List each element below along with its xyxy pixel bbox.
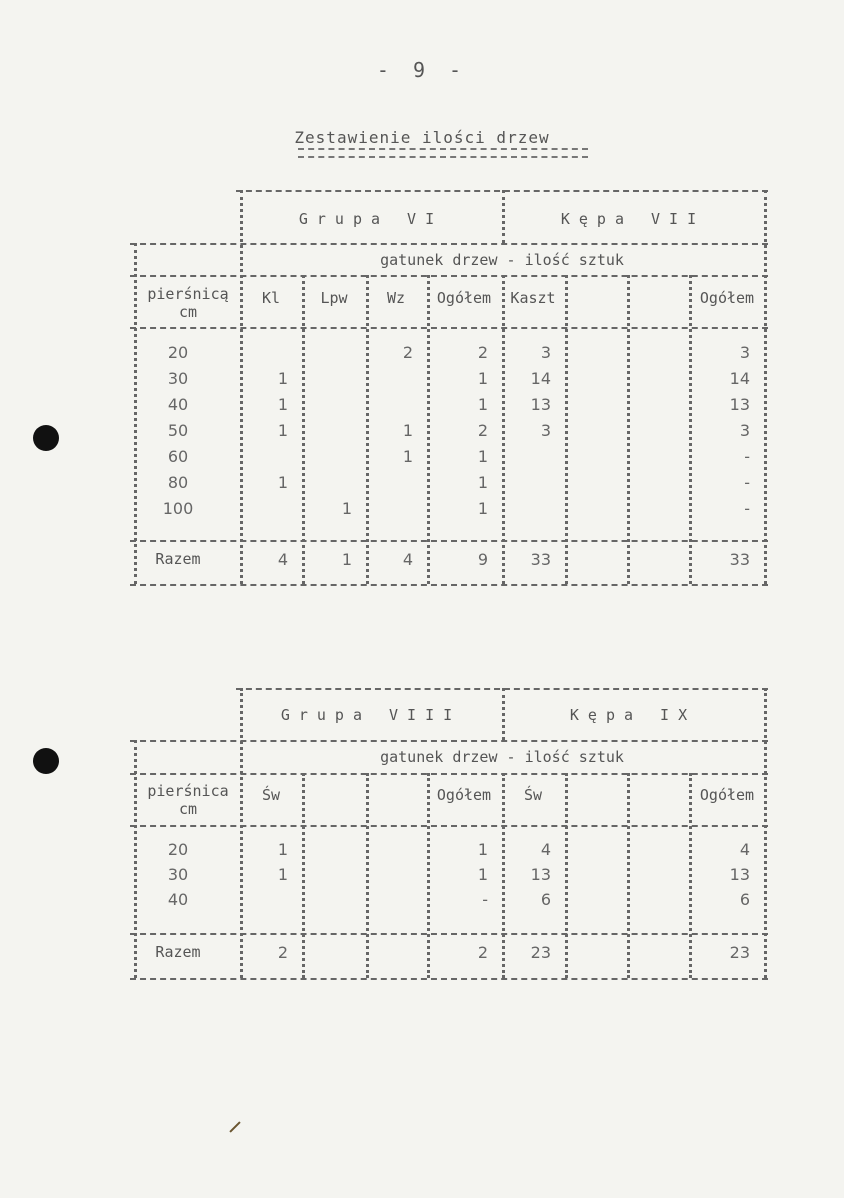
column-separator [502, 275, 505, 584]
diameter-cell: 20 [167, 343, 189, 362]
diameter-cell: 100 [162, 499, 194, 518]
separator-right [764, 190, 767, 584]
column-header: Wz [386, 289, 406, 307]
table-cell: 14 [530, 369, 551, 388]
table-cell: 1 [477, 865, 488, 884]
total-cell: 33 [530, 550, 551, 569]
table-cell: 1 [277, 421, 288, 440]
table-cell: - [744, 499, 750, 518]
table-cell: 3 [739, 343, 750, 362]
punch-hole-top [33, 425, 59, 451]
species-header: gatunek drzew - ilość sztuk [380, 748, 624, 766]
column-header: Ogółem [436, 289, 492, 307]
column-header: Kaszt [510, 289, 556, 307]
table-cell: 1 [402, 421, 413, 440]
punch-hole-bottom [33, 748, 59, 774]
total-cell: 2 [477, 943, 488, 962]
table-cell: 1 [477, 473, 488, 492]
rule-bottom [130, 584, 768, 586]
table-cell: 1 [277, 473, 288, 492]
diameter-header: pierśnica [147, 782, 229, 800]
diameter-unit: cm [178, 800, 198, 818]
diameter-cell: 40 [167, 890, 189, 909]
table-cell: 1 [477, 369, 488, 388]
column-header: Ogółem [699, 289, 755, 307]
rule-total [130, 540, 768, 542]
total-label: Razem [155, 943, 201, 961]
total-cell: 2 [277, 943, 288, 962]
table-cell: 1 [341, 499, 352, 518]
diameter-cell: 60 [167, 447, 189, 466]
table-cell: 1 [277, 395, 288, 414]
group-label: Grupa VI [298, 210, 444, 228]
document-title: Zestawienie ilości drzew [294, 128, 550, 147]
table-cell: 4 [540, 840, 551, 859]
table-cell: 6 [540, 890, 551, 909]
column-header: Ogółem [699, 786, 755, 804]
separator-inner-left [240, 688, 243, 978]
table-cell: 1 [477, 447, 488, 466]
total-cell: 23 [729, 943, 750, 962]
rule-bottom [130, 978, 768, 980]
column-separator [366, 773, 369, 978]
column-separator [689, 773, 692, 978]
table-cell: 1 [477, 840, 488, 859]
table-cell: 13 [530, 395, 551, 414]
rule-column-header [130, 327, 768, 329]
table-cell: 4 [739, 840, 750, 859]
diameter-cell: 30 [167, 865, 189, 884]
total-cell: 33 [729, 550, 750, 569]
total-label: Razem [155, 550, 201, 568]
column-separator [302, 275, 305, 584]
table-cell: 3 [540, 343, 551, 362]
total-cell: 23 [530, 943, 551, 962]
rule-total [130, 933, 768, 935]
table-cell: 13 [729, 395, 750, 414]
column-header: Ogółem [436, 786, 492, 804]
table-cell: - [744, 473, 750, 492]
table-cell: 13 [729, 865, 750, 884]
diameter-cell: 20 [167, 840, 189, 859]
diameter-cell: 30 [167, 369, 189, 388]
separator-inner-left [240, 190, 243, 584]
table-cell: 1 [277, 369, 288, 388]
table-cell: - [744, 447, 750, 466]
table-cell: 2 [402, 343, 413, 362]
table-cell: 1 [477, 499, 488, 518]
column-separator [565, 275, 568, 584]
rule-header [130, 740, 768, 742]
clump-label: Kępa IX [569, 706, 697, 724]
table-cell: 2 [477, 343, 488, 362]
title-underline [298, 148, 588, 158]
table-cell: 3 [540, 421, 551, 440]
total-cell: 4 [402, 550, 413, 569]
diameter-cell: 40 [167, 395, 189, 414]
diameter-unit: cm [178, 303, 198, 321]
diameter-cell: 80 [167, 473, 189, 492]
separator-right [764, 688, 767, 978]
table-cell: 3 [739, 421, 750, 440]
rule-header [130, 243, 768, 245]
column-header: Św [261, 786, 281, 804]
column-header: Lpw [320, 289, 348, 307]
table-cell: 1 [402, 447, 413, 466]
rule-species [130, 275, 768, 277]
total-cell: 1 [341, 550, 352, 569]
column-separator [689, 275, 692, 584]
diameter-header: pierśnicą [147, 285, 229, 303]
rule-species [130, 773, 768, 775]
rule-column-header [130, 825, 768, 827]
pen-mark [229, 1121, 240, 1132]
clump-label: Kępa VII [560, 210, 706, 228]
table-cell: 2 [477, 421, 488, 440]
table-cell: 14 [729, 369, 750, 388]
table-cell: 1 [277, 865, 288, 884]
page-number: - 9 - [376, 58, 468, 82]
table-cell: - [482, 890, 488, 909]
group-label: Grupa VIII [280, 706, 462, 724]
column-separator [427, 275, 430, 584]
table-cell: 6 [739, 890, 750, 909]
column-separator [627, 275, 630, 584]
species-header: gatunek drzew - ilość sztuk [380, 251, 624, 269]
total-cell: 4 [277, 550, 288, 569]
separator-left [134, 243, 137, 584]
column-separator [627, 773, 630, 978]
diameter-cell: 50 [167, 421, 189, 440]
table-cell: 1 [477, 395, 488, 414]
column-header: Kl [261, 289, 281, 307]
column-header: Św [523, 786, 543, 804]
table-cell: 1 [277, 840, 288, 859]
table-cell: 13 [530, 865, 551, 884]
total-cell: 9 [477, 550, 488, 569]
